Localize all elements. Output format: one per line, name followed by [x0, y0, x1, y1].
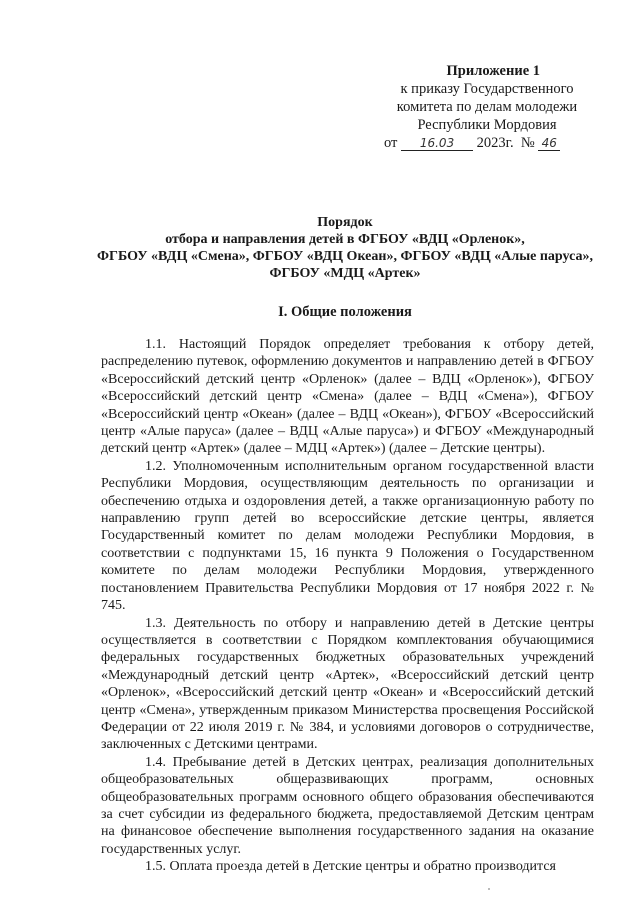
paragraph: 1.2. Уполномоченным исполнительным органом государственной власти Республики Мордовия, осуществляющим деятельность по организации и обеспечению отдыха и оздоровления детей, а также организационную работу по направлению групп детей во всероссийские детские центры, является Государственный комитет по делам молодежи Республики Мордовия, в соответствии с подпунктами 15, 16 пункта 9 Положения о Государственном комитете по делам молодежи Республики Мордовия, утвержденного постановлением Правительства Республики Мордовия от 17 ноября 2022 г. № 745.	[101, 458, 594, 614]
section-heading: I. Общие положения	[278, 304, 412, 320]
appendix-block	[382, 62, 592, 152]
appendix-line: комитета по делам молодежи	[396, 99, 578, 115]
appendix-line: к приказу Государственного	[400, 81, 574, 97]
document-title	[80, 214, 610, 282]
scan-dot	[488, 888, 490, 890]
title-line: ФГБОУ «МДЦ «Артек»	[269, 266, 421, 281]
order-date-number-line	[382, 134, 592, 152]
year-text: 2023г.	[476, 135, 514, 151]
from-prefix: от	[384, 135, 398, 151]
title-line: отбора и направления детей в ФГБОУ «ВДЦ «Орленок»,	[165, 232, 525, 247]
paragraph: 1.1. Настоящий Порядок определяет требования к отбору детей, распределению путевок, оформлению документов и направлению детей в ФГБОУ «Всероссийский детский центр «Орленок» (далее – ВДЦ «Орленок»), ФГБОУ «Всероссийский детский центр «Смена» (далее – ВДЦ «Смена»), ФГБОУ «Всероссийский центр «Океан» (далее – ВДЦ «Океан»), ФГБОУ «Всероссийский центр «Алые паруса» (далее – ВДЦ «Алые паруса») и ФГБОУ «Международный детский центр «Артек» (далее – МДЦ «Артек») (далее – Детские центры).	[101, 337, 594, 457]
paragraph: 1.3. Деятельность по отбору и направлению детей в Детские центры осуществляется в соответствии с Порядком комплектования обучающимися федеральных государственных бюджетных образовательных учреждений «Международный детский центр «Артек», «Всероссийский детский центр «Орленок», «Всероссийский детский центр «Океан» и «Всероссийский детский центр «Смена», утвержденным приказом Министерства просвещения Российской Федерации от 22 июля 2019 г. № 384, и условиями договоров о сотрудничестве, заключенных с Детскими центрами.	[101, 615, 594, 753]
paragraph: 1.5. Оплата проезда детей в Детские центры и обратно производится	[145, 859, 556, 875]
appendix-line: Республики Мордовия	[417, 117, 557, 133]
handwritten-date: 16.03	[401, 136, 473, 151]
title-line: Порядок	[317, 215, 373, 230]
appendix-title: Приложение 1	[446, 63, 540, 79]
number-prefix: №	[520, 135, 535, 151]
handwritten-number: 46	[538, 136, 560, 151]
paragraph: 1.4. Пребывание детей в Детских центрах, реализация дополнительных общеобразовательных общеразвивающих программ, основных общеобразовательных программ основного общего образования обеспечиваются за счет субсидии из федерального бюджета, предоставляемой Детским центрам на финансовое обеспечение выполнения государственного задания на оказание государственных услуг.	[101, 754, 594, 857]
title-line: ФГБОУ «ВДЦ «Смена», ФГБОУ «ВДЦ Океан», ФГБОУ «ВДЦ «Алые паруса»,	[97, 249, 593, 264]
document-body	[101, 336, 594, 876]
